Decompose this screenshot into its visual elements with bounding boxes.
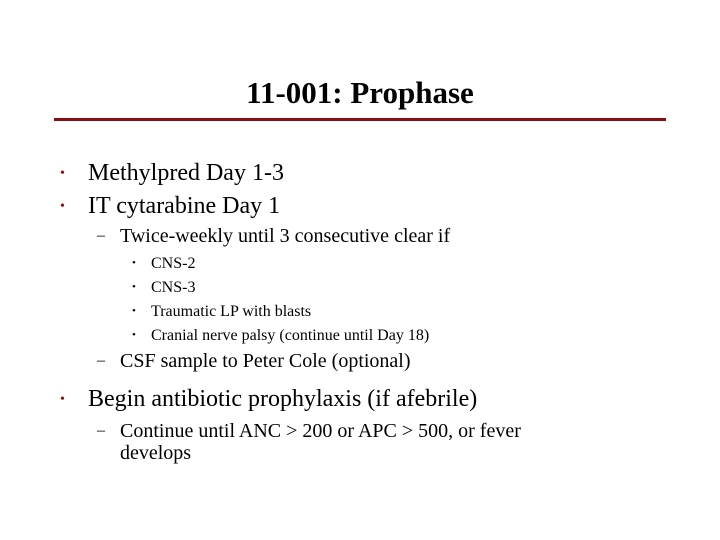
list-item-text: Begin antibiotic prophylaxis (if afebrile) bbox=[88, 386, 478, 412]
list-item-text: Twice-weekly until 3 consecutive clear if bbox=[120, 225, 451, 247]
list-item-text: CNS-3 bbox=[151, 279, 196, 296]
bullet-marker: • bbox=[60, 392, 65, 407]
bullet-marker: • bbox=[132, 305, 136, 317]
dash-marker: – bbox=[97, 227, 105, 244]
list-item-text: CSF sample to Peter Cole (optional) bbox=[120, 350, 411, 372]
list-item-text: Cranial nerve palsy (continue until Day 18) bbox=[151, 327, 430, 344]
title-underline bbox=[54, 118, 666, 121]
list-item-text: Traumatic LP with blasts bbox=[151, 303, 312, 320]
bullet-marker: • bbox=[60, 166, 65, 181]
bullet-marker: • bbox=[132, 281, 136, 293]
dash-marker: – bbox=[97, 422, 105, 439]
list-item-text: IT cytarabine Day 1 bbox=[88, 193, 281, 219]
bullet-marker: • bbox=[60, 199, 65, 214]
slide-title: 11-001: Prophase bbox=[246, 75, 474, 110]
list-item-text: CNS-2 bbox=[151, 255, 196, 272]
bullet-marker: • bbox=[132, 329, 136, 341]
list-item-text: Methylpred Day 1-3 bbox=[88, 160, 284, 186]
list-item-text: Continue until ANC > 200 or APC > 500, or fever bbox=[120, 420, 521, 442]
bullet-marker: • bbox=[132, 257, 136, 269]
list-item-text: develops bbox=[120, 442, 192, 464]
dash-marker: – bbox=[97, 352, 105, 369]
